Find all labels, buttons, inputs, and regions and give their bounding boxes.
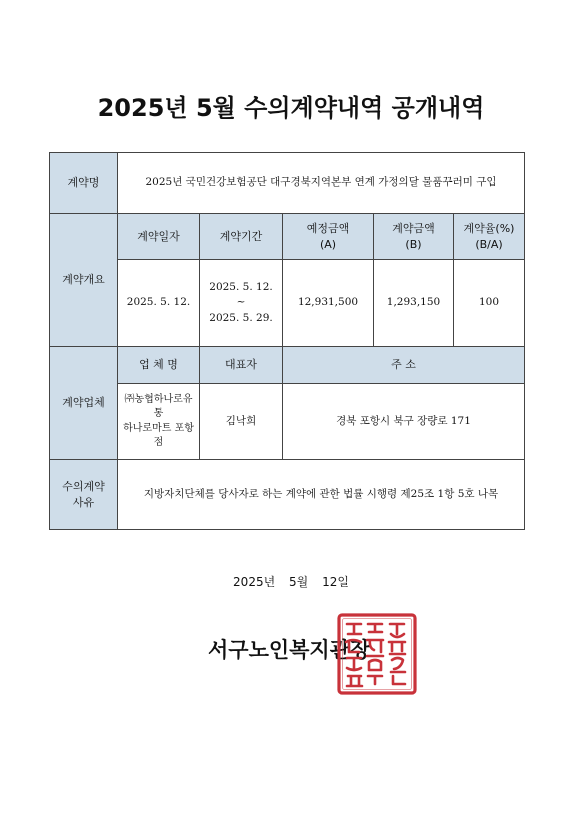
contract-date-header: 계약일자 [118,214,200,260]
estimate-header-text: 예정금액 [306,221,350,235]
rate-header-sub: (B/A) [475,237,503,251]
rate-header-text: 계약율(%) [463,221,515,235]
contract-table [49,152,525,530]
contract-date-value: 2025. 5. 12. [118,260,200,347]
overview-value-row [50,260,525,347]
vendor-header-row [50,347,525,384]
vendor-name-line1: ㈜농협하나로유통 [124,393,193,419]
vendor-label: 계약업체 [50,347,118,460]
reason-label [50,460,118,530]
document-title: 2025년 5월 수의계약내역 공개내역 [97,94,485,122]
overview-header-row [50,214,525,260]
issue-month: 5월 [289,575,309,589]
amount-value: 1,293,150 [374,260,454,347]
amount-header-sub: (B) [405,237,422,251]
contract-name-row [50,153,525,214]
period-start: 2025. 5. 12. [209,281,273,294]
contract-name-label: 계약명 [50,153,118,214]
vendor-name-value [118,384,200,460]
contract-period-value [200,260,283,347]
reason-label-line2: 사유 [72,495,95,509]
period-end: 2025. 5. 29. [209,311,273,324]
period-separator: ~ [236,296,246,309]
issue-date [0,573,582,590]
issue-day: 12일 [322,575,349,589]
estimate-value: 12,931,500 [283,260,374,347]
rate-value: 100 [454,260,525,347]
address-value: 경북 포항시 북구 장량로 171 [283,384,525,460]
address-header: 주 소 [283,347,525,384]
rate-header [454,214,525,260]
representative-header: 대표자 [200,347,283,384]
reason-row [50,460,525,530]
official-seal-icon [336,612,418,696]
vendor-name-line2: 하나로마트 포항점 [123,422,194,448]
estimate-header-sub: (A) [319,237,337,251]
reason-value: 지방자치단체를 당사자로 하는 계약에 관한 법률 시행령 제25조 1항 5호 나목 [118,460,525,530]
organization-name: 서구노인복지관장 [208,638,371,662]
amount-header [374,214,454,260]
representative-value: 김낙희 [200,384,283,460]
reason-label-line1: 수의계약 [62,479,105,493]
overview-label: 계약개요 [50,214,118,347]
vendor-name-header: 업 체 명 [118,347,200,384]
amount-header-text: 계약금액 [392,221,435,235]
contract-period-header: 계약기간 [200,214,283,260]
contract-name-value: 2025년 국민건강보험공단 대구경북지역본부 연계 가정의달 물품꾸러미 구입 [118,153,525,214]
issue-year: 2025년 [233,575,276,589]
vendor-value-row [50,384,525,460]
estimate-header [283,214,374,260]
